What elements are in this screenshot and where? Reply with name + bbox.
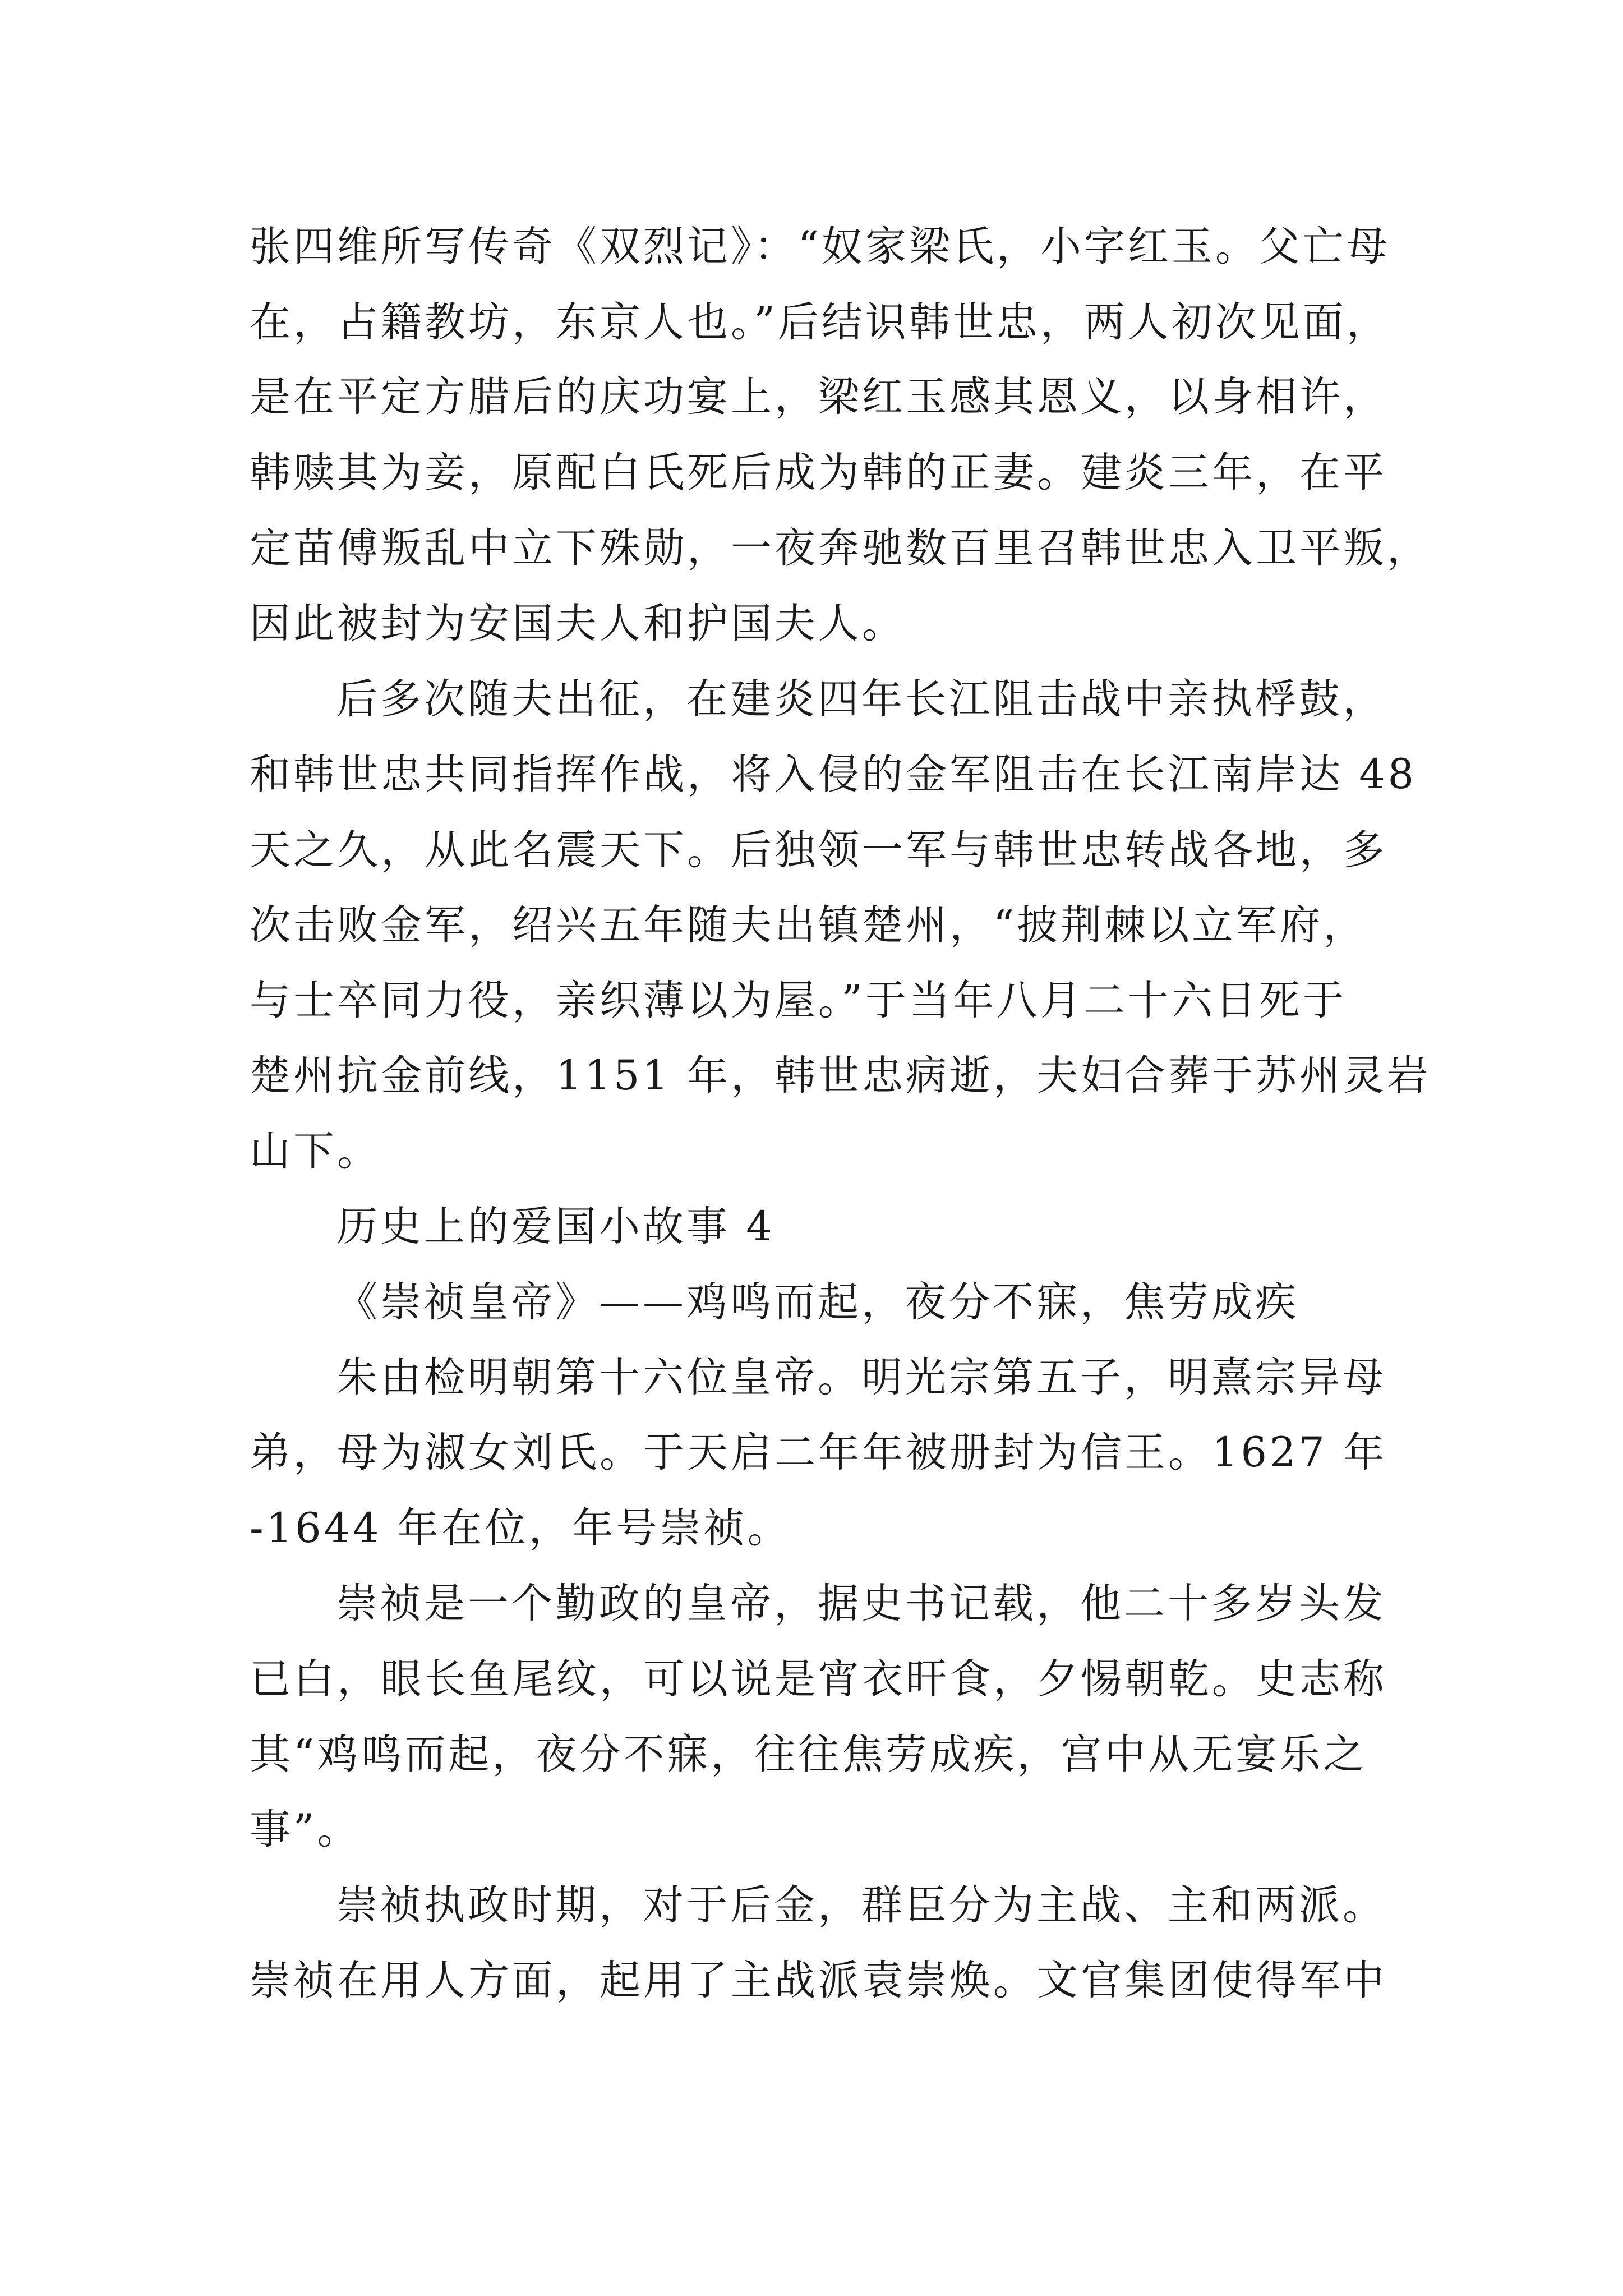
text-line: 天之久，从此名震天下。后独领一军与韩世忠转战各地，多 (250, 826, 1387, 874)
text-line: 楚州抗金前线，1151 年，韩世忠病逝，夫妇合葬于苏州灵岩 (250, 1052, 1431, 1099)
text-line: 弟，母为淑女刘氏。于天启二年年被册封为信王。1627 年 (250, 1429, 1387, 1476)
paragraph-first-line: 崇祯执政时期，对于后金，群臣分为主战、主和两派。 (336, 1881, 1386, 1929)
text-line: -1644 年在位，年号崇祯。 (250, 1504, 791, 1552)
text-line: 张四维所写传奇《双烈记》：“奴家梁氏，小字红玉。父亡母 (250, 223, 1390, 270)
text-line: 定苗傅叛乱中立下殊勋，一夜奔驰数百里召韩世忠入卫平叛， (250, 524, 1431, 572)
section-heading: 历史上的爱国小故事 4 (336, 1203, 775, 1250)
text-line: 韩赎其为妾，原配白氏死后成为韩的正妻。建炎三年，在平 (250, 449, 1387, 496)
text-line: 和韩世忠共同指挥作战，将入侵的金军阻击在长江南岸达 48 (250, 751, 1417, 798)
text-line: 与士卒同力役，亲织薄以为屋。”于当年八月二十六日死于 (250, 977, 1347, 1024)
text-line: 山下。 (250, 1128, 381, 1175)
text-line: 次击败金军，绍兴五年随夫出镇楚州，“披荆棘以立军府， (250, 901, 1367, 949)
paragraph-first-line: 崇祯是一个勤政的皇帝，据史书记载，他二十多岁头发 (336, 1580, 1386, 1627)
section-subtitle: 《崇祯皇帝》——鸡鸣而起，夜分不寐，焦劳成疾 (336, 1278, 1299, 1326)
text-line: 崇祯在用人方面，起用了主战派袁崇焕。文官集团使得军中 (250, 1957, 1387, 2004)
paragraph-first-line: 后多次随夫出征，在建炎四年长江阻击战中亲执桴鼓， (336, 675, 1386, 723)
text-line: 事”。 (250, 1806, 361, 1853)
text-line: 已白，眼长鱼尾纹，可以说是宵衣旰食，夕惕朝乾。史志称 (250, 1655, 1387, 1703)
text-line: 因此被封为安国夫人和护国夫人。 (250, 600, 906, 647)
text-line: 是在平定方腊后的庆功宴上，梁红玉感其恩义，以身相许， (250, 373, 1387, 421)
text-line: 其“鸡鸣而起，夜分不寐，往往焦劳成疾，宫中从无宴乐之 (250, 1731, 1367, 1778)
text-line: 在，占籍教坊，东京人也。”后结识韩世忠，两人初次见面， (250, 298, 1390, 346)
paragraph-first-line: 朱由检明朝第十六位皇帝。明光宗第五子，明熹宗异母 (336, 1354, 1386, 1401)
